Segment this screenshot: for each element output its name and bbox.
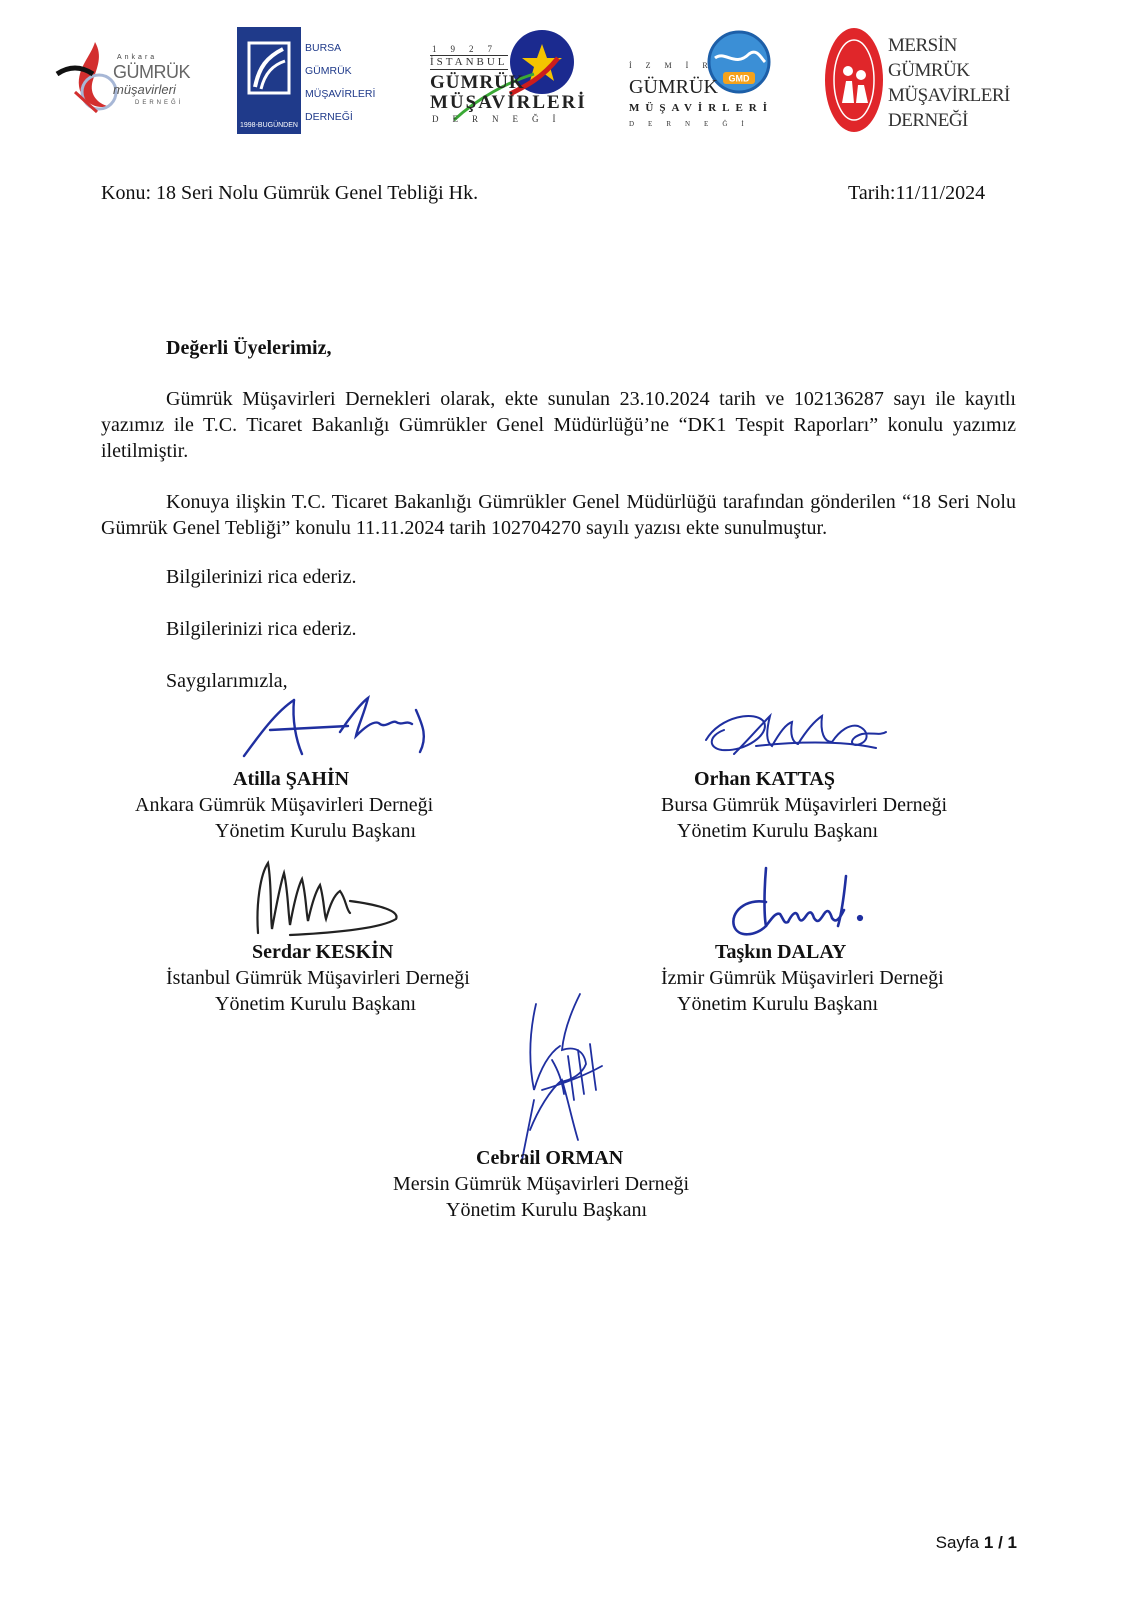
signatory-1-title: Yönetim Kurulu Başkanı xyxy=(215,820,417,842)
ankara-logo-title: GÜMRÜK xyxy=(113,62,190,82)
istanbul-logo-line2: MÜŞAVİRLERİ xyxy=(430,92,587,113)
mersin-logo-line1: MERSİN xyxy=(888,35,957,56)
ankara-logo-subtitle: müşavirleri xyxy=(113,82,176,97)
bursa-logo-line4: DERNEĞİ xyxy=(305,111,353,123)
bursa-logo-line3: MÜŞAVİRLERİ xyxy=(305,88,376,100)
bursa-logo-box xyxy=(237,27,301,134)
letter-date: Tarih:11/11/2024 xyxy=(848,182,986,204)
letter-closing: Saygılarımızla, xyxy=(166,670,288,692)
signatory-2-org: Bursa Gümrük Müşavirleri Derneği xyxy=(661,794,948,816)
signature-serdar-keskin xyxy=(250,855,402,939)
signatory-5-name: Cebrail ORMAN xyxy=(476,1147,624,1169)
bursa-logo-years: 1998-BUGÜNDEN xyxy=(240,122,298,129)
mersin-seal-icon xyxy=(824,25,884,135)
mersin-logo-line3: MÜŞAVİRLERİ xyxy=(888,85,1010,106)
izmir-logo-city: İZMİR xyxy=(629,61,722,70)
signatory-4-name: Taşkın DALAY xyxy=(715,941,847,963)
signature-atilla-sahin xyxy=(236,690,436,762)
signatory-5-org: Mersin Gümrük Müşavirleri Derneği xyxy=(393,1173,690,1195)
signatory-3-name: Serdar KESKİN xyxy=(252,941,394,963)
logo-ankara xyxy=(55,40,190,118)
izmir-logo-line2: MÜŞAVİRLERİ xyxy=(629,102,774,114)
letter-info-line-2: Bilgilerinizi rica ederiz. xyxy=(166,618,357,640)
istanbul-logo-city: İSTANBUL xyxy=(430,56,508,68)
bursa-logo-line2: GÜMRÜK xyxy=(305,65,352,77)
signature-taskin-dalay xyxy=(726,862,866,944)
signatory-5-title: Yönetim Kurulu Başkanı xyxy=(446,1199,648,1221)
mersin-logo-line4: DERNEĞİ xyxy=(888,110,968,131)
letter-paragraph-2: Konuya ilişkin T.C. Ticaret Bakanlığı Gümrükler Genel Müdürlüğü tarafından gönderilen “18 Seri Nolu Gümrük Genel Tebliği” konulu 11.11.2024 tarih 102704270 sayılı yazısı ekte sunulmuştur. xyxy=(101,491,1016,539)
page-total: 1 xyxy=(1007,1533,1017,1552)
izmir-badge-text: GMD xyxy=(728,73,750,84)
page-current: 1 xyxy=(983,1533,994,1552)
letter-greeting: Değerli Üyelerimiz, xyxy=(166,337,332,359)
mersin-logo-text xyxy=(888,33,1010,133)
mersin-logo-line2: GÜMRÜK xyxy=(888,60,970,81)
letter-subject: Konu: 18 Seri Nolu Gümrük Genel Tebliği Hk. xyxy=(101,182,479,204)
logo-mersin xyxy=(824,25,1010,135)
letter-info-line-1: Bilgilerinizi rica ederiz. xyxy=(166,566,357,588)
bursa-logo-line1: BURSA xyxy=(305,42,342,54)
logo-bursa xyxy=(237,27,376,134)
signature-orhan-kattas xyxy=(700,702,892,762)
signatory-1-name: Atilla ŞAHİN xyxy=(233,768,350,790)
signatory-4-title: Yönetim Kurulu Başkanı xyxy=(677,993,879,1015)
page-separator: / xyxy=(998,1533,1003,1552)
istanbul-logo-line1: GÜMRÜK xyxy=(430,72,525,93)
bursa-logo-text xyxy=(305,37,375,129)
signatory-3-org: İstanbul Gümrük Müşavirleri Derneği xyxy=(166,967,470,989)
page-label: Sayfa xyxy=(935,1533,980,1552)
logo-istanbul xyxy=(428,28,587,128)
izmir-logo-line3: DERNEĞİ xyxy=(629,120,758,128)
ankara-logo-dernegi: DERNEĞİ xyxy=(135,100,184,106)
letter-paragraph-1: Gümrük Müşavirleri Dernekleri olarak, ekte sunulan 23.10.2024 tarih ve 102136287 sayı ile kayıtlı yazımız ile T.C. Ticaret Bakanlığı Gümrükler Genel Müdürlüğü’ne “DK1 Tespit Raporları” konulu yazımız iletilmiştir. xyxy=(101,388,1016,462)
signatory-1-org: Ankara Gümrük Müşavirleri Derneği xyxy=(135,794,434,816)
logo-izmir xyxy=(627,28,777,133)
signature-cebrail-orman xyxy=(512,990,608,1162)
signatory-3-title: Yönetim Kurulu Başkanı xyxy=(215,993,417,1015)
signatory-2-title: Yönetim Kurulu Başkanı xyxy=(677,820,879,842)
istanbul-logo-line3: DERNEĞİ xyxy=(432,114,570,124)
signatory-4-org: İzmir Gümrük Müşavirleri Derneği xyxy=(661,967,944,989)
signatory-2-name: Orhan KATTAŞ xyxy=(694,768,835,790)
istanbul-logo-year: 1927 xyxy=(432,44,506,54)
ankara-logo-city: Ankara xyxy=(117,54,158,61)
page-number xyxy=(936,1533,1017,1553)
izmir-logo-line1: GÜMRÜK xyxy=(629,76,718,98)
bursa-emblem-icon xyxy=(237,27,301,107)
